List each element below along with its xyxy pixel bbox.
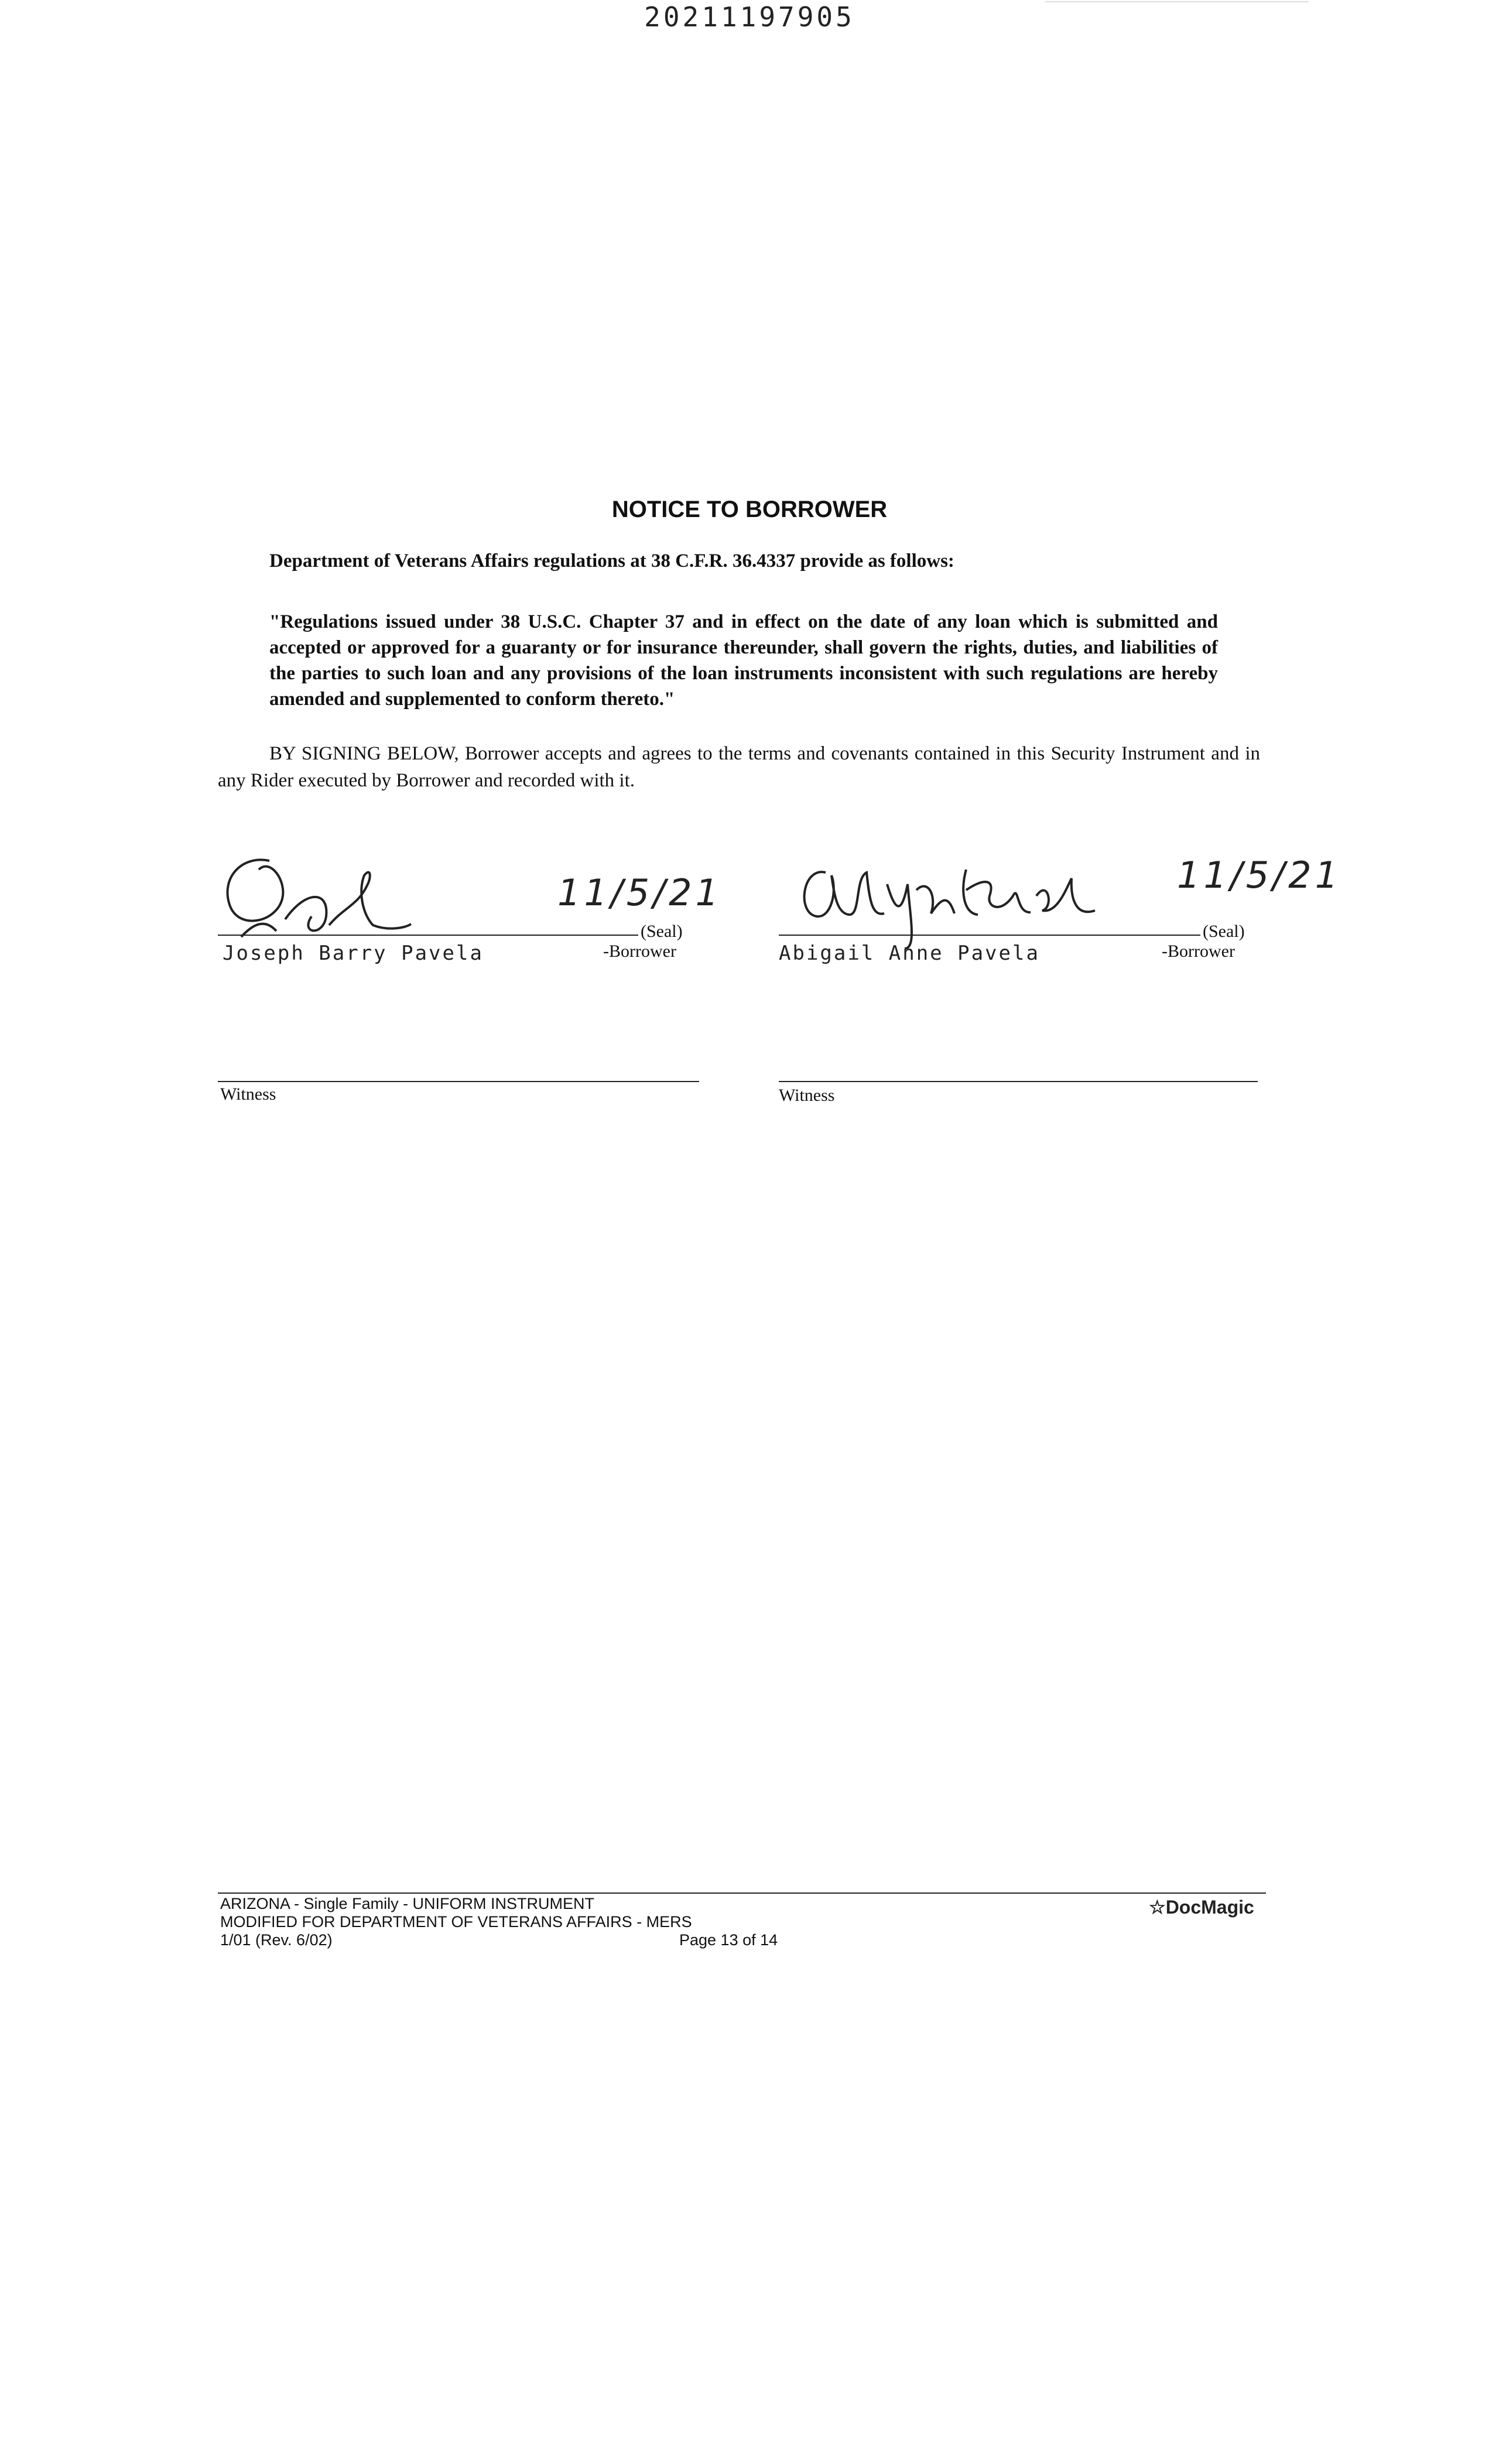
role-label-borrower-2: -Borrower xyxy=(1162,942,1235,961)
footer-page-number: Page 13 of 14 xyxy=(679,1931,778,1949)
footer-rule xyxy=(218,1893,1266,1894)
signing-statement: BY SIGNING BELOW, Borrower accepts and agrees to the terms and covenants contained in this Security Instrument and in any Rider executed by Borrower and recorded with it. xyxy=(218,743,1260,791)
footer-form-info xyxy=(220,1895,692,1949)
regulation-quote: "Regulations issued under 38 U.S.C. Chapter 37 and in effect on the date of any loan which is submitted and accepted or approved for a guaranty or for insurance thereunder, shall govern the rights, duties, and liabilities of the parties to such loan and any provisions of the loan instruments inconsistent with such regulations are hereby amended and supplemented to conform thereto." xyxy=(269,611,1218,710)
role-label-borrower-1: -Borrower xyxy=(603,942,676,961)
handwritten-date-borrower-1: 11/5/21 xyxy=(557,871,723,914)
seal-label-borrower-1: (Seal) xyxy=(641,922,683,941)
seal-label-borrower-2: (Seal) xyxy=(1203,922,1245,941)
footer-line-2: MODIFIED FOR DEPARTMENT OF VETERANS AFFAIRS - MERS xyxy=(220,1913,692,1931)
intro-text: Department of Veterans Affairs regulations at 38 C.F.R. 36.4337 provide as follows: xyxy=(269,550,954,571)
signature-borrower-1 xyxy=(218,849,464,946)
handwritten-date-borrower-2: 11/5/21 xyxy=(1177,854,1342,896)
page-title: NOTICE TO BORROWER xyxy=(611,497,888,522)
witness-line-1 xyxy=(218,1081,699,1082)
typed-name-borrower-1: Joseph Barry Pavela xyxy=(223,942,484,965)
top-edge-line xyxy=(1045,1,1309,2)
witness-label-2: Witness xyxy=(779,1086,835,1105)
star-outline-icon: ☆ xyxy=(1149,1897,1166,1918)
witness-label-1: Witness xyxy=(220,1084,276,1104)
footer-line-1: ARIZONA - Single Family - UNIFORM INSTRUMENT xyxy=(220,1895,595,1912)
signature-line-borrower-1 xyxy=(218,935,638,936)
recording-number: 20211197905 xyxy=(644,1,855,33)
signature-borrower-2 xyxy=(790,861,1107,954)
docmagic-logo-text: DocMagic xyxy=(1165,1897,1254,1918)
witness-line-2 xyxy=(779,1081,1258,1082)
typed-name-borrower-2: Abigail Anne Pavela xyxy=(779,942,1040,965)
docmagic-logo xyxy=(1149,1896,1254,1918)
footer-line-3: 1/01 (Rev. 6/02) xyxy=(220,1931,333,1949)
signature-line-borrower-2 xyxy=(779,935,1200,936)
